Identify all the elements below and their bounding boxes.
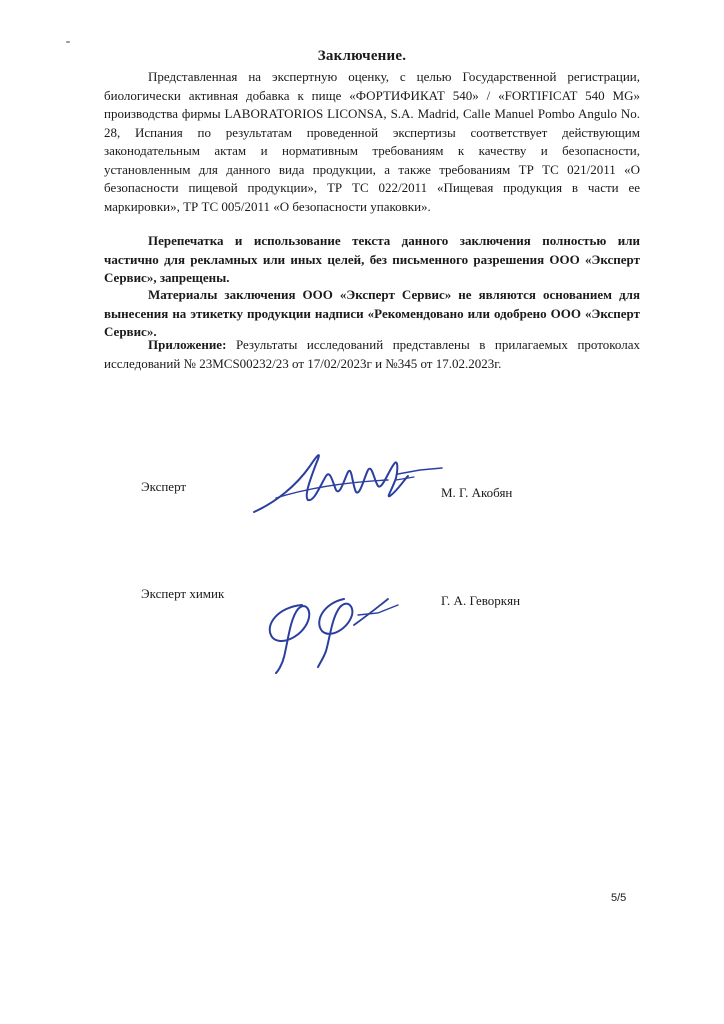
signature-name-akobyan: М. Г. Акобян [441,485,513,500]
scan-speck [66,41,70,43]
signature-name-gevorkyan: Г. А. Геворкян [441,593,521,608]
appendix-paragraph [104,336,640,373]
signature-gevorkyan [258,585,408,675]
reprint-notice-paragraph: Перепечатка и использование текста данного заключения полностью или частично для рекламных или иных целей, без письменного разрешения ООО «Эксперт Сервис», запрещены. [104,233,640,285]
signature-akobyan [248,440,448,520]
materials-notice-paragraph: Материалы заключения ООО «Эксперт Сервис» не являются основанием для вынесения на этикетку продукции надписи «Рекомендовано или одобрено ООО «Эксперт Сервис». [104,287,640,339]
signature-role-chemist: Эксперт химик [141,586,225,601]
page-number: 5/5 [611,892,627,904]
appendix-label: Приложение: [148,337,227,352]
signature-role-expert: Эксперт [141,479,187,494]
conclusion-paragraph: Представленная на экспертную оценку, с целью Государственной регистрации, биологически активная добавка к пище «ФОРТИФИКАТ 540» / «FORTIFICAT 540 MG» производства фирмы LABORATORIOS LICONSA, S.A. Madrid, Calle Manuel Pombo Angulo No. 28, Испания по результатам проведенной экспертизы соответствует действующим законодательным актам и нормативным требованиям к качеству и безопасности, установленным для данного вида продукции, а также требованиям ТР ТС 021/2011 «О безопасности пищевой продукции», ТР ТС 022/2011 «Пищевая продукция в части ее маркировки», ТР ТС 005/2011 «О безопасности упаковки». [104,69,640,214]
document-title: Заключение. [317,48,407,64]
appendix-text: Результаты исследований представлены в прилагаемых протоколах исследований № 23MCS00232/23 от 17/02/2023г и №345 от 17.02.2023г. [104,337,640,371]
